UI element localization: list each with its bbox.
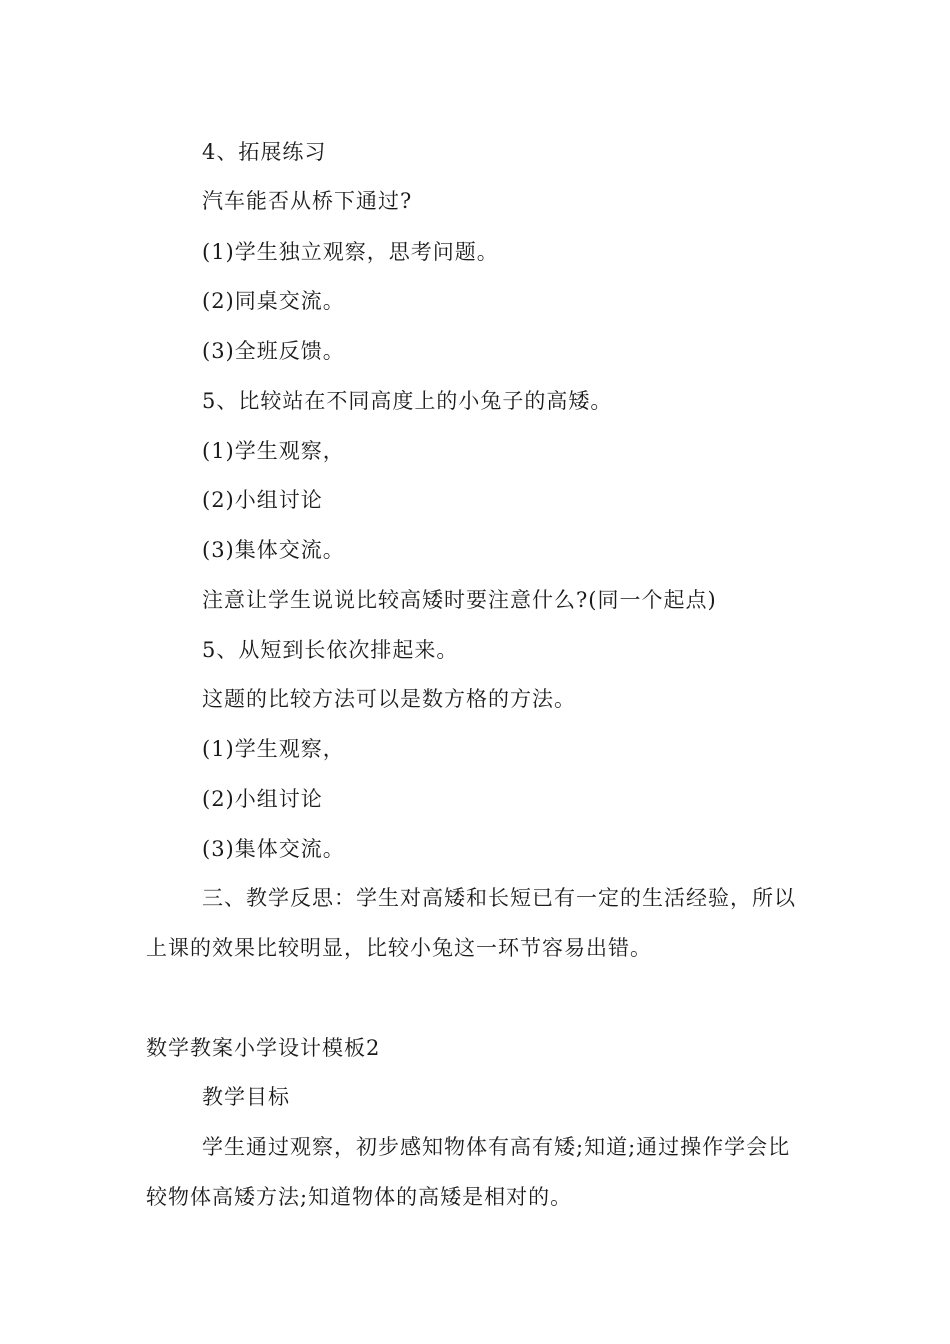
reflection-text: 上课的效果比较明显，比较小兔这一环节容易出错。 [146, 936, 652, 960]
step-item: (3)集体交流。 [202, 837, 345, 861]
goal-heading: 教学目标 [202, 1085, 290, 1109]
step-item: (2)小组讨论 [202, 488, 323, 512]
note-text: 注意让学生说说比较高矮时要注意什么?(同一个起点) [202, 588, 717, 612]
method-text: 这题的比较方法可以是数方格的方法。 [202, 687, 576, 711]
step-item: (1)学生观察， [202, 737, 345, 761]
step-item: (1)学生独立观察，思考问题。 [202, 240, 499, 264]
step-item: (3)全班反馈。 [202, 339, 345, 363]
section-heading: 5、比较站在不同高度上的小兔子的高矮。 [202, 389, 613, 413]
step-item: (1)学生观察， [202, 439, 345, 463]
step-item: (3)集体交流。 [202, 538, 345, 562]
goal-text: 学生通过观察，初步感知物体有高有矮;知道;通过操作学会比 [202, 1135, 791, 1159]
step-item: (2)同桌交流。 [202, 289, 345, 313]
reflection-text: 三、教学反思：学生对高矮和长短已有一定的生活经验，所以 [202, 886, 796, 910]
section-heading: 5、从短到长依次排起来。 [202, 638, 459, 662]
step-item: (2)小组讨论 [202, 787, 323, 811]
section-heading: 4、拓展练习 [202, 140, 327, 164]
question-text: 汽车能否从桥下通过? [202, 189, 413, 213]
document-title: 数学教案小学设计模板2 [146, 1036, 381, 1060]
goal-text: 较物体高矮方法;知道物体的高矮是相对的。 [146, 1185, 573, 1209]
